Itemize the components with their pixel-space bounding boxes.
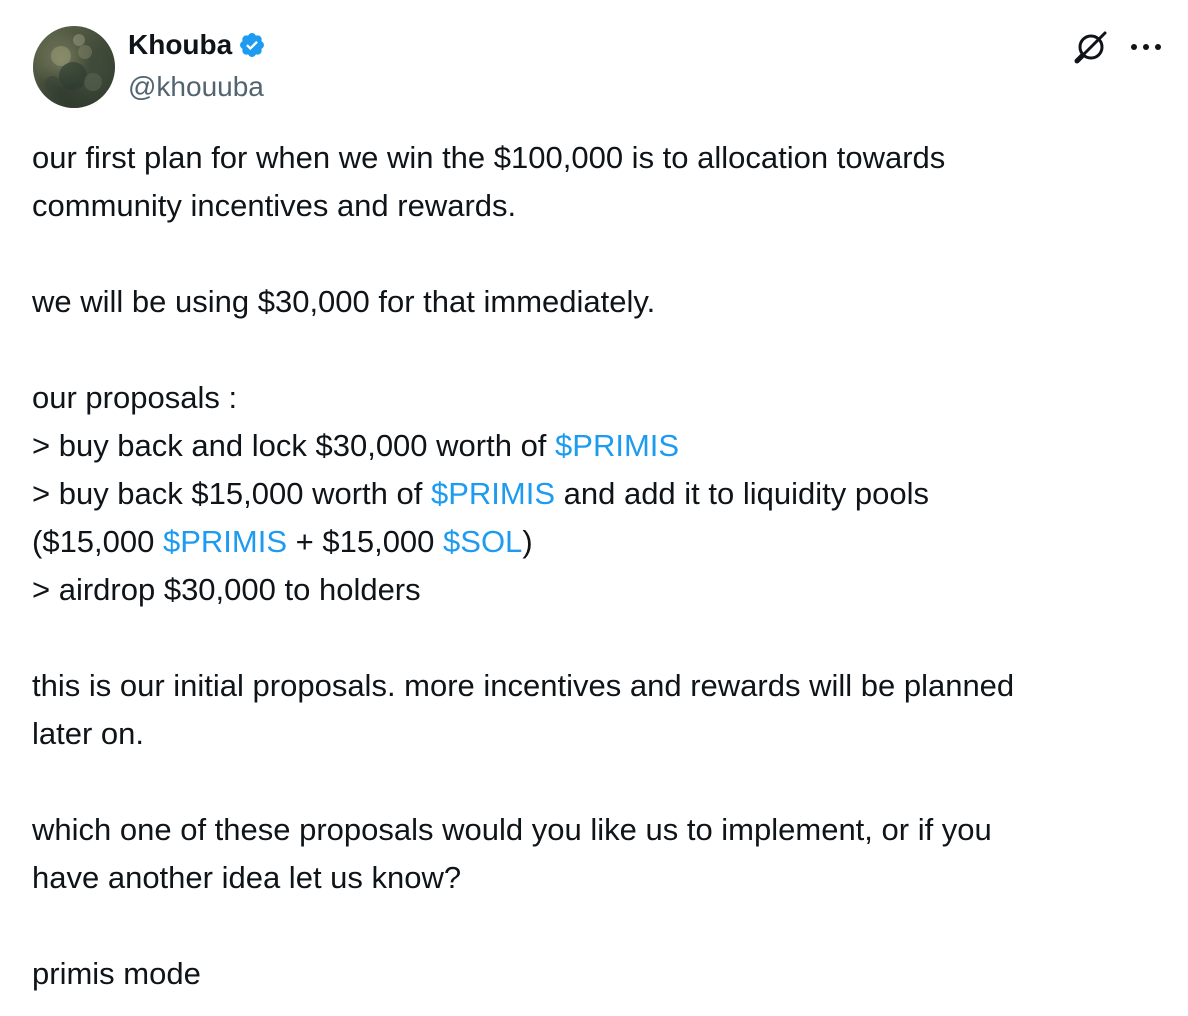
cashtag-link[interactable]: $SOL [443, 524, 523, 559]
post-line: community incentives and rewards. [32, 188, 517, 223]
user-handle[interactable]: @khouuba [128, 71, 264, 102]
post-text: and add it to liquidity pools [555, 476, 929, 511]
post-line-proposal-3: > airdrop $30,000 to holders [32, 572, 421, 607]
post-text: ($15,000 [32, 524, 163, 559]
paragraph-gap [32, 758, 1162, 806]
post-line: which one of these proposals would you like us to implement, or if you [32, 812, 992, 847]
display-name[interactable]: Khouba [128, 29, 233, 60]
more-options-icon[interactable] [1126, 27, 1166, 67]
post-line: primis mode [32, 956, 201, 991]
cashtag-link[interactable]: $PRIMIS [163, 524, 288, 559]
cashtag-link[interactable]: $PRIMIS [555, 428, 680, 463]
user-name-row [128, 28, 266, 62]
grok-icon[interactable] [1069, 25, 1113, 69]
post-line: have another idea let us know? [32, 860, 462, 895]
post-body [32, 134, 1162, 998]
paragraph-gap [32, 230, 1162, 278]
post-line: later on. [32, 716, 145, 751]
paragraph-gap [32, 902, 1162, 950]
post-text: + $15,000 [287, 524, 444, 559]
post-text: > buy back $15,000 worth of [32, 476, 431, 511]
cashtag-link[interactable]: $PRIMIS [430, 476, 555, 511]
post-line: we will be using $30,000 for that immediately. [32, 284, 656, 319]
post-text: ) [522, 524, 533, 559]
paragraph-gap [32, 614, 1162, 662]
paragraph-gap [32, 326, 1162, 374]
post-line-proposal-2-detail [32, 518, 1162, 566]
post-line: our proposals : [32, 380, 238, 415]
avatar[interactable] [33, 26, 115, 108]
avatar-image [33, 26, 115, 108]
verified-badge-icon [238, 31, 266, 59]
post-line: our first plan for when we win the $100,000 is to allocation towards [32, 140, 946, 175]
post-line-proposal-2 [32, 470, 1162, 518]
post-text: > buy back and lock $30,000 worth of [32, 428, 556, 463]
post-line-proposal-1 [32, 422, 1162, 470]
post-line: this is our initial proposals. more incentives and rewards will be planned [32, 668, 1015, 703]
